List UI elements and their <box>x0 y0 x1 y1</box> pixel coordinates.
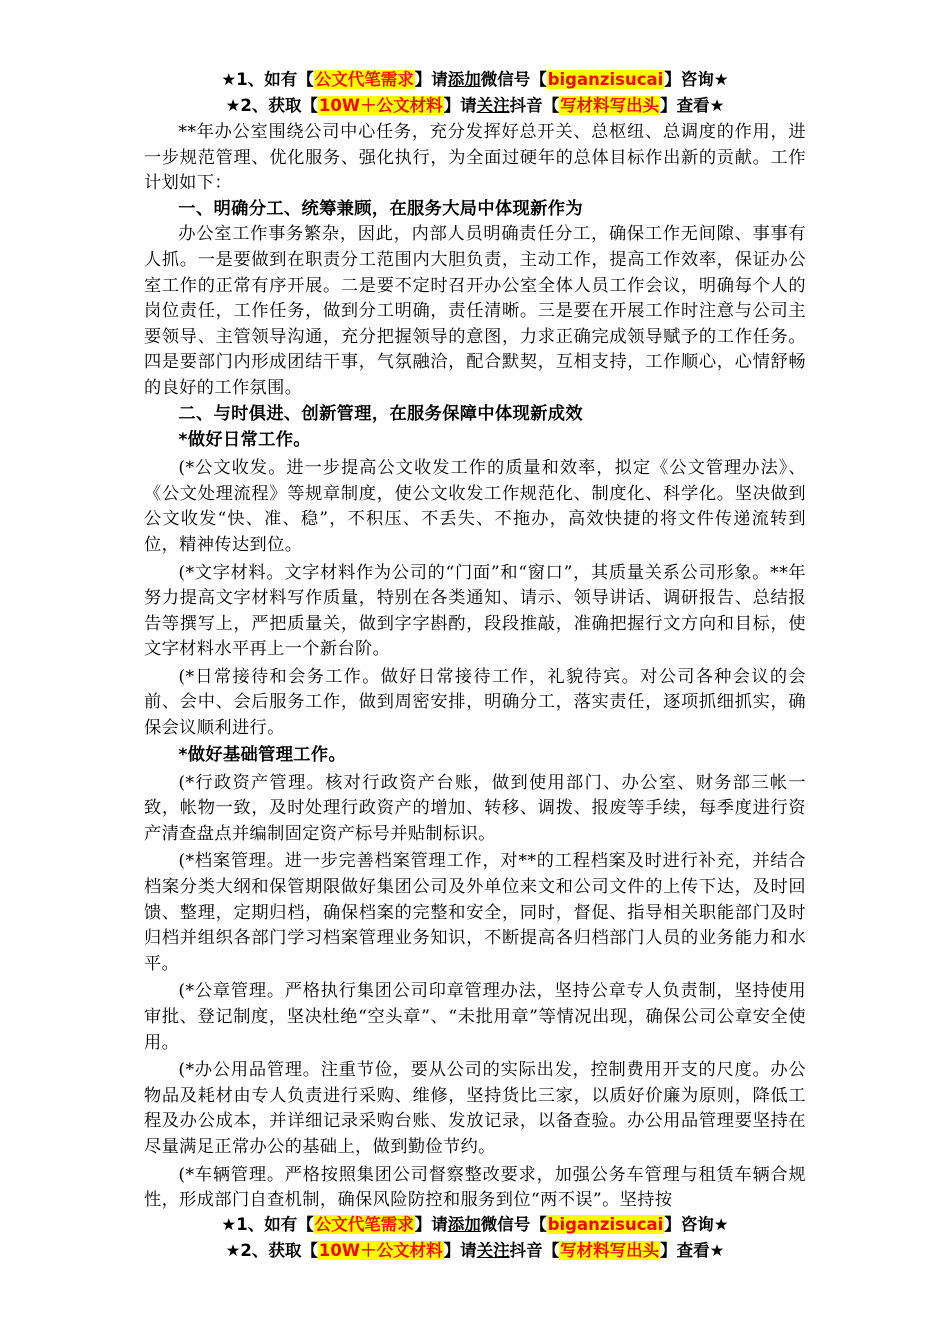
intro-paragraph: **年办公室围绕公司中心任务，充分发挥好总开关、总枢纽、总调度的作用，进一步规范管理、优化服务、强化执行，为全面过硬年的总体目标作出新的贡献。工作计划如下： <box>144 122 806 194</box>
promo-highlight: 10W＋公文材料 <box>318 1241 443 1260</box>
section-1-paragraph: 办公室工作事务繁杂，因此，内部人员明确责任分工，确保工作无间隙、事事有人抓。一是要做到在职责分工范围内大胆负责，主动工作，提高工作效率，保证办公室工作的正常有序开展。二是要不定时召开办公室全体人员工作会议，明确每个人的岗位责任，工作任务，做到分工明确，责任清晰。三是要在开展工作时注意与公司主要领导、主管领导沟通，充分把握领导的意图，力求正确完成领导赋予的工作任务。四是要部门内形成团结干事，气氛融洽，配合默契，互相支持，工作顺心，心情舒畅的良好的工作氛围。 <box>144 224 806 398</box>
promo-text: ★2、获取【 <box>225 1241 318 1260</box>
item-archive-management: (*档案管理。进一步完善档案管理工作，对**的工程档案及时进行补充，并结合档案分类大纲和保管期限做好集团公司及外单位来文和公司文件的上传下达，及时回馈、整理，定期归档，确保档案的完整和安全，同时，督促、指导相关职能部门及时归档并组织各部门学习档案管理业务知识，不断提高各归档部门人员的业务能力和水平。 <box>144 851 806 974</box>
subsection-daily-work-heading: *做好日常工作。 <box>178 430 311 451</box>
promo-text: ★1、如有【 <box>221 70 314 89</box>
promo-text: 】咨询★ <box>664 1215 729 1234</box>
promo-line-2 <box>0 93 950 119</box>
item-reception-meetings: (*日常接待和会务工作。做好日常接待工作，礼貌待宾。对公司各种会议的会前、会中、会后服务工作，做到周密安排，明确分工，落实责任，逐项抓细抓实，确保会议顺利进行。 <box>144 666 806 739</box>
promo-text: 抖音【 <box>509 1241 560 1260</box>
promo-banner-top <box>0 67 950 119</box>
promo-highlight: 公文代笔需求 <box>314 1215 414 1234</box>
promo-underlined-text: 关注 <box>476 96 510 115</box>
promo-text: 抖音【 <box>509 96 560 115</box>
promo-text: 】请 <box>443 1241 477 1260</box>
promo-line-1 <box>0 1212 950 1238</box>
promo-highlight: 写材料写出头 <box>560 1241 660 1260</box>
promo-text: 微信号【 <box>480 70 547 89</box>
promo-line-1 <box>0 67 950 93</box>
item-seal-management: (*公章管理。严格执行集团公司印章管理办法，坚持公章专人负责制，坚持使用审批、登记制度，坚决杜绝“空头章”、“未批用章”等情况出现，确保公司公章安全使用。 <box>144 981 806 1053</box>
promo-text: 】请 <box>443 96 477 115</box>
section-1-heading: 一、明确分工、统筹兼顾，在服务大局中体现新作为 <box>178 198 583 219</box>
item-office-supplies: (*办公用品管理。注重节俭，要从公司的实际出发，控制费用开支的尺度。办公物品及耗材由专人负责进行采购、维修，坚持货比三家，以质好价廉为原则，降低工程及办公成本，并详细记录采购台账、发放记录，以备查验。办公用品管理要坚持在尽量满足正常办公的基础上，做到勤俭节约。 <box>144 1060 806 1157</box>
item-vehicle-management: (*车辆管理。严格按照集团公司督察整改要求，加强公务车管理与租赁车辆合规性，形成部门自查机制，确保风险防控和服务到位“两不误”。坚持按 <box>144 1164 806 1211</box>
promo-text: ★2、获取【 <box>225 96 318 115</box>
promo-underlined-text: 添加 <box>447 1215 481 1234</box>
subsection-basic-management-heading: *做好基础管理工作。 <box>178 744 347 765</box>
item-written-materials: (*文字材料。文字材料作为公司的“门面”和“窗口”，其质量关系公司形象。**年努力提高文字材料写作质量，特别在各类通知、请示、领导讲话、调研报告、总结报告等撰写上，严把质量关，做到字字斟酌，段段推敲，准确把握行文方向和目标，使文字材料水平再上一个新台阶。 <box>144 562 806 660</box>
promo-underlined-text: 关注 <box>476 1241 510 1260</box>
promo-text: 微信号【 <box>480 1215 547 1234</box>
promo-text: 】查看★ <box>660 1241 725 1260</box>
promo-highlight: 10W＋公文材料 <box>318 96 443 115</box>
promo-banner-bottom <box>0 1212 950 1264</box>
item-document-handling: (*公文收发。进一步提高公文收发工作的质量和效率，拟定《公文管理办法》、《公文处理流程》等规章制度，使公文收发工作规范化、制度化、科学化。坚决做到公文收发“快、准、稳”，不积压、不丢失、不拖办，高效快捷的将文件传递流转到位，精神传达到位。 <box>144 458 806 555</box>
document-body <box>144 120 806 1214</box>
promo-underlined-text: 添加 <box>447 70 481 89</box>
promo-highlight: 写材料写出头 <box>560 96 660 115</box>
section-2-heading: 二、与时俱进、创新管理，在服务保障中体现新成效 <box>178 403 583 424</box>
promo-highlight: biganzisucai <box>547 1215 664 1234</box>
promo-text: 】查看★ <box>660 96 725 115</box>
promo-highlight: biganzisucai <box>547 70 664 89</box>
promo-text: 】咨询★ <box>664 70 729 89</box>
promo-text: 】请 <box>414 70 448 89</box>
item-asset-management: (*行政资产管理。核对行政资产台账，做到使用部门、办公室、财务部三帐一致，帐物一致，及时处理行政资产的增加、转移、调拨、报废等手续，每季度进行资产清查盘点并编制固定资产标号并贴制标识。 <box>144 772 806 844</box>
promo-text: 】请 <box>414 1215 448 1234</box>
promo-line-2 <box>0 1238 950 1264</box>
promo-highlight: 公文代笔需求 <box>314 70 414 89</box>
promo-text: ★1、如有【 <box>221 1215 314 1234</box>
